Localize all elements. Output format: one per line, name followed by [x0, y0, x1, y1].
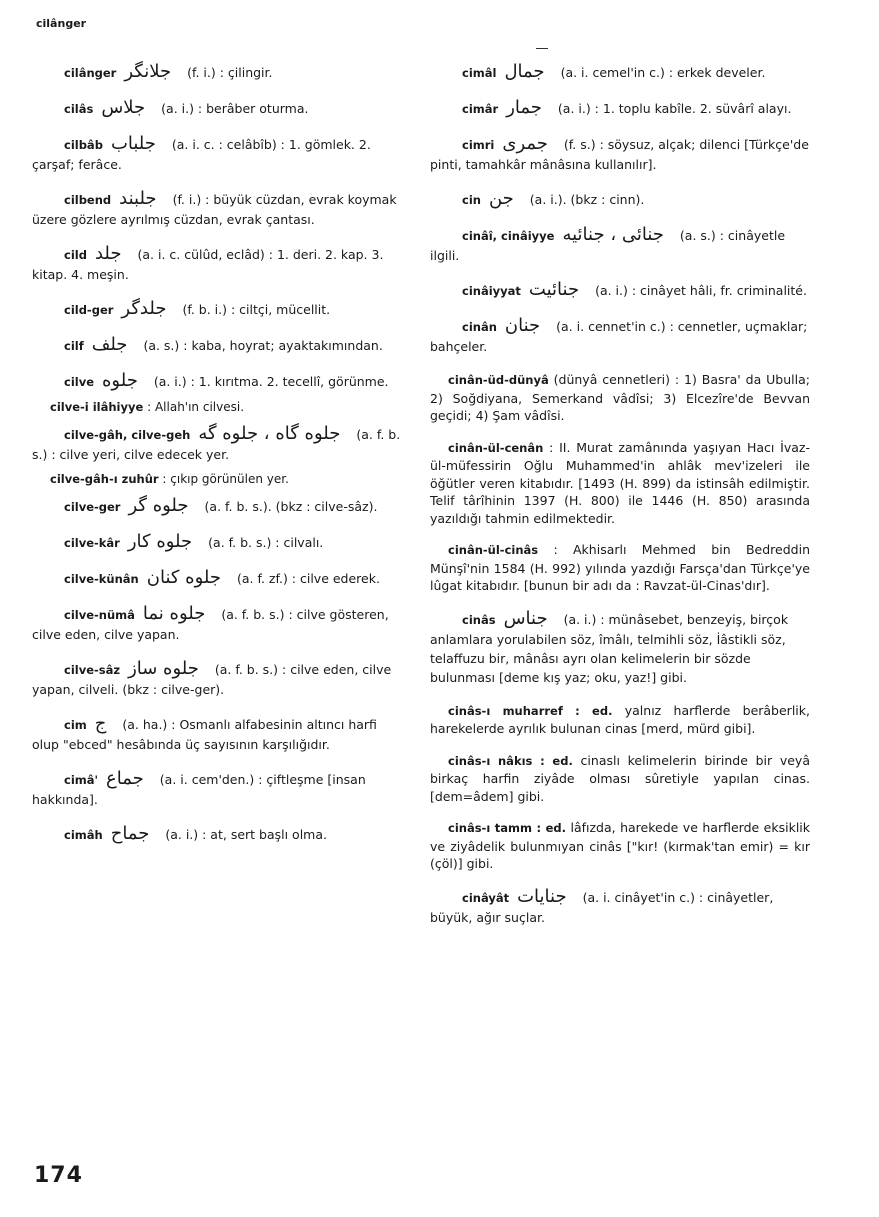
entry-head	[32, 423, 356, 444]
arabic-script: جماح	[110, 823, 150, 844]
dictionary-entry	[32, 371, 406, 392]
dictionary-entry	[430, 609, 810, 687]
headword: cinân-üd-dünyâ	[448, 373, 549, 387]
dictionary-entry	[430, 541, 810, 595]
headword: cinâs	[462, 612, 496, 627]
definition: (a. i.) : berâber oturma.	[161, 101, 309, 116]
definition: (f. i.) : büyük cüzdan, evrak koymak üzere gözlere ayrılmış cüzdan, evrak çantası.	[32, 192, 397, 227]
definition: (f. i.) : çilingir.	[187, 65, 273, 80]
arabic-script: جلوه گاه ، جلوه گه	[198, 423, 341, 444]
entry-head	[32, 823, 165, 844]
definition: (f. b. i.) : ciltçi, mücellit.	[182, 302, 331, 317]
arabic-script: جلوه کنان	[146, 567, 221, 588]
dictionary-entry	[430, 280, 810, 301]
arabic-script: جلاس	[101, 97, 146, 118]
page-number: 174	[34, 1163, 83, 1188]
headword: cilf	[64, 339, 84, 353]
dictionary-entry	[32, 424, 406, 464]
arabic-script: جنان	[504, 315, 541, 336]
definition: (a. s.) : kaba, hoyrat; ayaktakımından.	[143, 338, 383, 353]
headword: cilve-i ilâhiyye	[50, 400, 144, 414]
headword: cim	[64, 718, 87, 732]
definition: (a. i.) : cinâyet hâli, fr. criminalité.	[595, 283, 807, 298]
headword: cilve-nümâ	[64, 608, 135, 622]
dictionary-entry	[430, 62, 810, 83]
dictionary-entry	[32, 714, 406, 754]
definition: yalnız harflerde berâberlik, harekelerde ayrılık bulunan cinas [merd, mürd gibi].	[430, 702, 810, 736]
dictionary-entry	[430, 887, 810, 927]
definition: (a. i. cennet'in c.) : cennetler, uçmaklar; bahçeler.	[430, 319, 808, 354]
definition: cinaslı kelimelerin birinde bir veyâ birkaç harfin ziyâde olması sûretiyle yapılan cinas. [dem=âdem] gibi.	[430, 752, 810, 804]
dictionary-entry	[32, 299, 406, 320]
entry-head	[430, 279, 595, 300]
definition: (a. i. c. : celâbîb) : 1. gömlek. 2. çarşaf; ferâce.	[32, 137, 371, 172]
right-column	[430, 62, 810, 942]
headword: cinâs-ı nâkıs : ed.	[448, 753, 573, 768]
left-column	[32, 62, 406, 860]
entry-head	[430, 607, 564, 629]
definition: : Allah'ın cilvesi.	[147, 400, 245, 414]
definition: : çıkıp görünülen yer.	[162, 472, 289, 486]
headword: cinân	[462, 320, 497, 334]
arabic-script: ج	[94, 713, 107, 734]
entry-head	[32, 567, 237, 588]
entry-head	[32, 133, 172, 154]
arabic-script: جلد	[94, 243, 122, 264]
headword: cimri	[462, 138, 495, 152]
entry-head	[32, 188, 173, 209]
definition: (a. f. b. s.) : cilve gösteren, cilve eden, cilve yapan.	[32, 607, 389, 642]
arabic-script: جنایات	[517, 885, 567, 907]
dictionary-entry	[430, 98, 810, 119]
entry-head	[32, 370, 154, 391]
dictionary-entry	[430, 225, 810, 265]
arabic-script: جلوه کار	[127, 531, 193, 552]
arabic-script: جلبند	[119, 188, 157, 209]
entry-head	[430, 753, 581, 768]
dictionary-entry	[32, 189, 406, 229]
headword: cimâh	[64, 828, 103, 842]
arabic-script: جنائی ، جنائیه	[562, 224, 664, 245]
definition: (a. i.) : 1. kırıtma. 2. tecellî, görünme.	[153, 374, 389, 389]
arabic-script: جنائیت	[528, 279, 580, 300]
headword: cild-ger	[64, 303, 114, 317]
headword: cilbend	[64, 193, 112, 207]
definition: (a. f. b. s.) : cilve yeri, cilve edecek yer.	[32, 427, 401, 462]
definition: (a. i. cemel'in c.) : erkek develer.	[560, 65, 766, 80]
arabic-script: جلوه نما	[142, 603, 206, 624]
definition: lâfızda, harekede ve harflerde eksiklik ve ziyâdelik bulunmıyan cinâs ["kır! (kırmak'tan emir) = kır (çöl)] gibi.	[430, 820, 811, 871]
arabic-script: جلوه ساز	[128, 658, 199, 679]
entry-head	[430, 885, 583, 907]
arabic-script: جماع	[106, 768, 144, 789]
headword: cilâs	[64, 102, 94, 116]
dictionary-entry	[32, 532, 406, 553]
dictionary-entry	[430, 819, 810, 873]
definition: (a. i. cinâyet'in c.) : cinâyetler, büyük, ağır suçlar.	[430, 889, 774, 925]
arabic-script: جلانگر	[124, 61, 172, 82]
headword: cinâyât	[462, 890, 510, 905]
arabic-script: جن	[488, 188, 514, 209]
dictionary-entry	[32, 604, 406, 644]
running-head: cilânger	[36, 17, 87, 30]
arabic-script: جلدگر	[121, 298, 167, 319]
headword: cinân-ül-cinâs	[448, 543, 539, 557]
entry-head	[430, 224, 680, 245]
arabic-script: جمال	[504, 61, 545, 82]
dictionary-entry	[430, 371, 810, 425]
dictionary-entry	[32, 134, 406, 174]
dictionary-entry	[32, 659, 406, 699]
entry-head	[32, 713, 122, 734]
entry-head	[32, 768, 160, 789]
headword: cilve-gâh, cilve-geh	[64, 428, 191, 442]
arabic-script: جلوه گر	[128, 495, 189, 516]
headword: cilbâb	[64, 138, 103, 152]
definition: (a. i. cem'den.) : çiftleşme [insan hakkında].	[32, 772, 366, 807]
entry-head	[430, 703, 625, 718]
entry-head	[430, 542, 553, 557]
arabic-script: جمار	[506, 97, 542, 118]
headword: cilve-ger	[64, 500, 121, 514]
headword: cimâl	[462, 66, 497, 80]
definition: (a. i.) : 1. toplu kabîle. 2. süvârî alayı.	[557, 101, 792, 116]
definition: (a. i.). (bkz : cinn).	[529, 192, 645, 207]
entry-head	[32, 97, 161, 118]
definition: : Akhisarlı Mehmed bin Bedreddin Münşî'nin 1584 (H. 992) yılında yazdığı Farsça'dan Türkçe'ye lûgat kitabıdır. [bunun bir adı da : Ravzat-ül-Cinas'dır].	[430, 542, 810, 593]
definition: (a. ha.) : Osmanlı alfabesinin altıncı harfi olup "ebced" hesâbında üç sayısının karşılığıdır.	[32, 717, 377, 752]
dictionary-entry	[430, 134, 810, 174]
dictionary-entry	[32, 824, 406, 845]
definition: (a. i.) : münâsebet, benzeyiş, birçok anlamlara yorulabilen söz, îmâlı, telmihli söz, İâstikli söz, telaffuzu bir, mânâsı ayrı olan kelimelerin bir sözde bulunması [deme kış yaz; oku, yaz!] gibi.	[430, 611, 789, 685]
headword: cinâs-ı muharref : ed.	[448, 703, 613, 718]
entry-head	[32, 603, 221, 624]
headword: cinâs-ı tamm : ed.	[448, 821, 566, 835]
entry-head	[430, 372, 554, 387]
entry-head	[430, 440, 549, 455]
definition: (a. f. zf.) : cilve ederek.	[237, 571, 380, 586]
headword: cilve	[64, 375, 94, 389]
entry-head	[430, 97, 558, 118]
arabic-script: جناس	[503, 607, 548, 629]
arabic-script: جلباب	[110, 133, 156, 154]
dictionary-entry	[32, 399, 406, 416]
definition: (a. s.) : cinâyetle ilgili.	[430, 228, 786, 263]
definition: (a. i. c. cülûd, eclâd) : 1. deri. 2. kap. 3. kitap. 4. meşin.	[32, 247, 384, 282]
headword: cimâr	[462, 102, 499, 116]
headword: cild	[64, 248, 87, 262]
entry-head	[32, 495, 205, 516]
entry-head	[430, 133, 564, 154]
entry-head	[32, 531, 208, 552]
headword: cimâ'	[64, 773, 99, 787]
entry-head	[32, 298, 182, 319]
arabic-script: جمری	[502, 133, 548, 154]
headword: cinâî, cinâiyye	[462, 229, 555, 243]
headword: cilve-sâz	[64, 663, 121, 677]
entry-head	[430, 61, 561, 82]
dictionary-entry	[32, 769, 406, 809]
entry-head	[32, 658, 215, 679]
headword: cilânger	[64, 66, 117, 80]
entry-head	[32, 472, 162, 486]
definition: (a. i.) : at, sert başlı olma.	[165, 827, 327, 842]
arabic-script: جلف	[91, 334, 128, 355]
column-mark	[536, 48, 548, 49]
headword: cilve-kâr	[64, 536, 120, 550]
dictionary-entry	[430, 316, 810, 356]
definition: : II. Murat zamânında yaşıyan Hacı İvaz-ül-müfessirin Oğlu Muhammed'in ahlâk mev'izeleri ile öğütler veren kitabıdır. [1493 (H. 899) da istinsâh edilmiştir. Telif târîhinin 1397 (H. 800) ile 1446 (H. 850) arasında yazıldığı tahmin edilmektedir.	[430, 439, 810, 526]
dictionary-entry	[32, 62, 406, 83]
definition: (dünyâ cennetleri) : 1) Basra' da Ubulla; 2) Soğdiyana, Semerkand vâdîsi; 3) Elcezîre'de Bevvan geçidi; 4) Şam vâdîsi.	[430, 372, 810, 423]
definition: (a. f. b. s.) : cilve eden, cilve yapan, cilveli. (bkz : cilve-ger).	[32, 662, 392, 697]
dictionary-entry	[32, 471, 406, 488]
entry-head	[32, 334, 143, 355]
dictionary-entry	[32, 568, 406, 589]
entry-head	[32, 243, 137, 264]
dictionary-entry	[32, 98, 406, 119]
definition: (a. f. b. s.) : cilvalı.	[208, 535, 324, 550]
entry-head	[430, 820, 570, 835]
entry-head	[32, 400, 147, 414]
headword: cilve-gâh-ı zuhûr	[50, 472, 159, 486]
dictionary-entry	[430, 189, 810, 210]
entry-head	[430, 315, 556, 336]
arabic-script: جلوه	[102, 370, 138, 391]
dictionary-entry	[32, 244, 406, 284]
dictionary-entry	[32, 496, 406, 517]
dictionary-entry	[32, 335, 406, 356]
dictionary-entry	[430, 702, 810, 738]
headword: cilve-künân	[64, 572, 139, 586]
headword: cin	[462, 193, 481, 207]
definition: (a. f. b. s.). (bkz : cilve-sâz).	[204, 499, 378, 514]
entry-head	[32, 61, 187, 82]
headword: cinâiyyat	[462, 284, 521, 298]
dictionary-entry	[430, 439, 810, 528]
entry-head	[430, 188, 530, 209]
definition: (f. s.) : söysuz, alçak; dilenci [Türkçe'de pinti, tamahkâr mânâsına kullanılır].	[430, 137, 809, 172]
headword: cinân-ül-cenân	[448, 440, 544, 455]
dictionary-entry	[430, 752, 810, 806]
